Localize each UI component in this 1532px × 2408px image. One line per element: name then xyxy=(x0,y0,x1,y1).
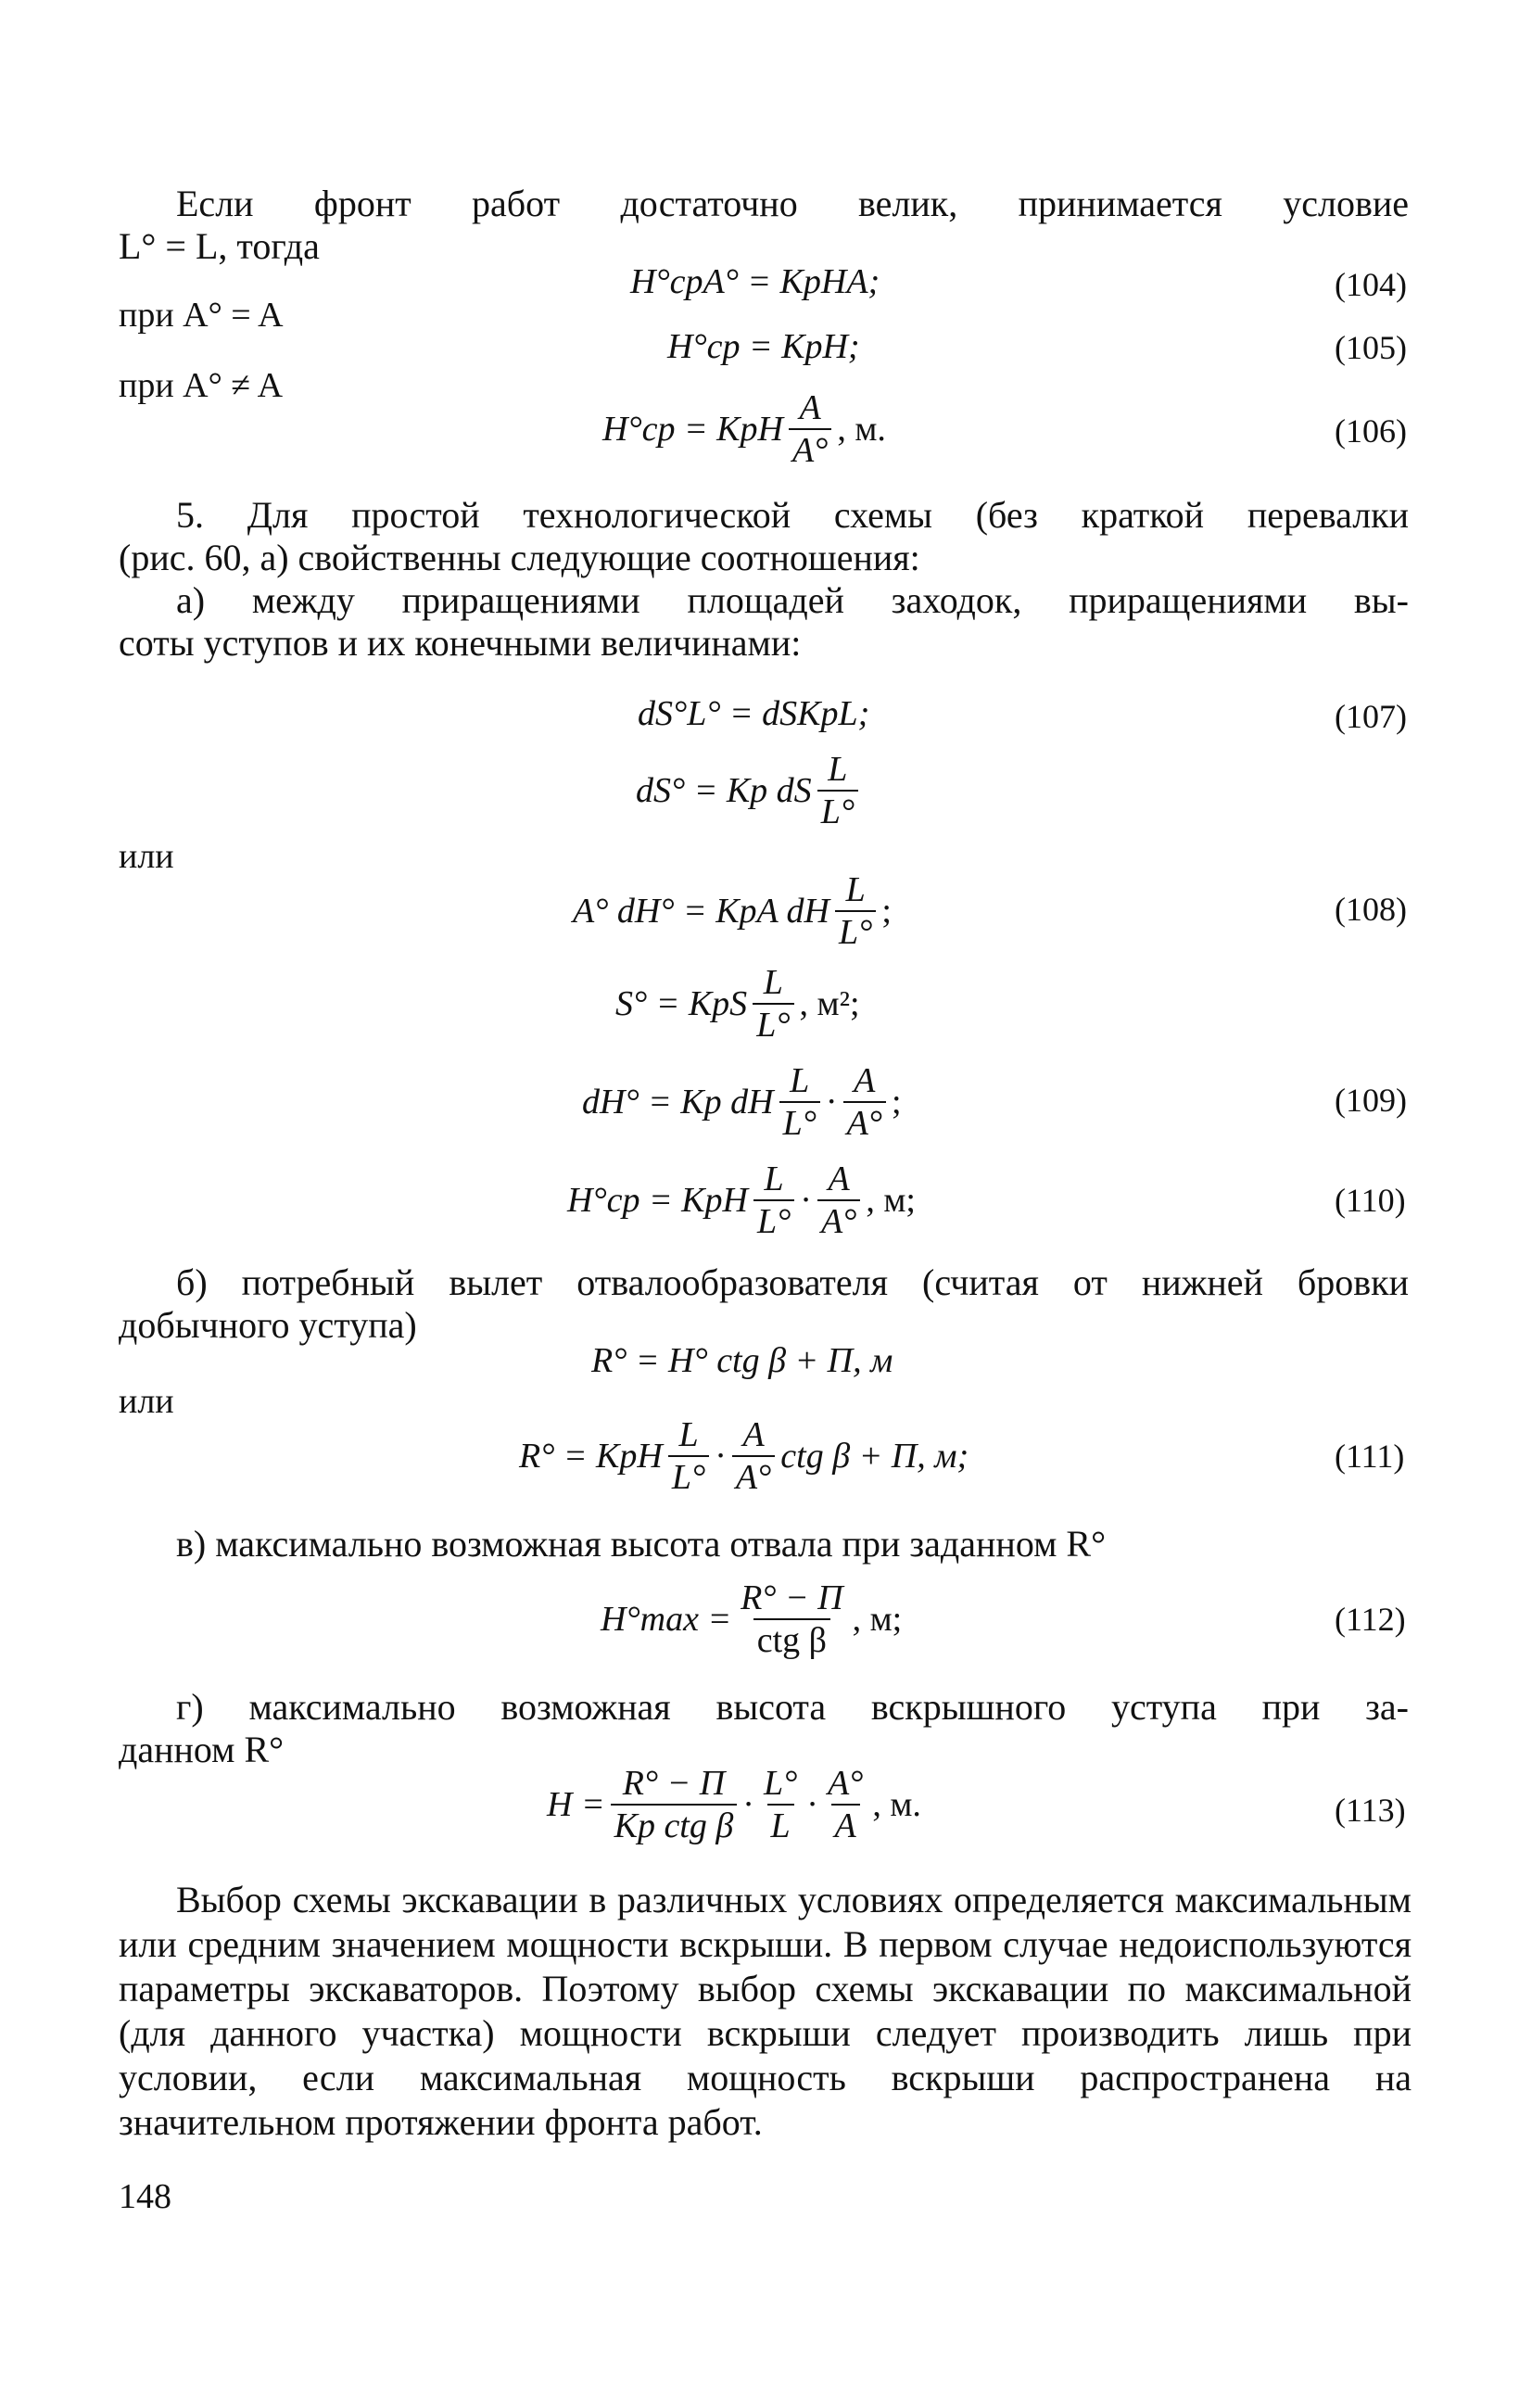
fraction-109a xyxy=(779,1062,820,1142)
closing-paragraph: Выбор схемы экскавации в различных условиях определяется максимальным или средним значением мощности вскрыши. В первом случае недоиспользуются параметры экскаваторов. Поэтому выбор схемы экскавации по максимальной (для данного участка) мощности вскрыши следует производить лишь при условии, если максимальная мощность вскрыши распространена на значительном протяжении фронта работ. xyxy=(119,1879,1412,2143)
fraction-110b xyxy=(817,1160,860,1240)
fraction-108-num: L xyxy=(845,870,866,909)
item-b-line-1: б) потребный вылет отвалообразователя (считая от нижней бровки xyxy=(176,1261,1409,1303)
equation-109-left: dH° = Kр dH xyxy=(582,1083,774,1122)
equation-number-107: (107) xyxy=(1335,698,1407,735)
equation-107b xyxy=(636,751,864,830)
fraction-111a-den: L° xyxy=(668,1455,709,1496)
fraction-111b xyxy=(732,1416,775,1496)
equation-109 xyxy=(582,1062,902,1142)
fraction-108 xyxy=(835,871,876,951)
fraction-109b xyxy=(843,1062,886,1142)
equation-110-left: H°ср = KрH xyxy=(567,1181,748,1220)
fraction-107b-num: L xyxy=(828,750,848,789)
fraction-109a-num: L xyxy=(790,1061,810,1100)
fraction-110b-num: A xyxy=(828,1160,850,1198)
case-label-2: при A° ≠ A xyxy=(119,366,284,405)
equation-112-unit: , м; xyxy=(852,1600,903,1639)
fraction-112-den: ctg β xyxy=(753,1618,830,1659)
fraction-107b xyxy=(817,751,858,830)
equation-112 xyxy=(601,1579,902,1659)
equation-104-text: H°срA° = KрHA; xyxy=(630,262,880,301)
fraction-109a-den: L° xyxy=(779,1101,820,1142)
equation-108-unit: ; xyxy=(881,892,892,931)
dot-operator: · xyxy=(742,1785,754,1824)
equation-107 xyxy=(638,693,869,734)
fraction-107b-den: L° xyxy=(817,790,858,830)
equation-105-text: H°ср = KрH; xyxy=(667,327,860,366)
item-g-line-2: данном R° xyxy=(119,1729,285,1770)
fraction-109b-num: A xyxy=(854,1061,876,1100)
equation-number-106: (106) xyxy=(1335,412,1407,450)
fraction-113c-num: A° xyxy=(827,1764,864,1803)
equation-106-unit: , м. xyxy=(837,410,886,449)
equation-111 xyxy=(519,1416,969,1496)
fraction-108b-num: L xyxy=(763,963,783,1002)
or-label-1: или xyxy=(119,837,174,876)
item5-line-2: (рис. 60, а) свойственны следующие соотношения: xyxy=(119,537,920,578)
fraction-111a xyxy=(668,1416,709,1496)
or-label-2: или xyxy=(119,1382,174,1421)
fraction-113b-den: L xyxy=(767,1804,794,1844)
case-label-1: при A° = A xyxy=(119,296,284,335)
equation-111-right: ctg β + П, м; xyxy=(780,1437,969,1476)
equation-113-unit: , м. xyxy=(872,1785,921,1824)
fraction-111a-num: L xyxy=(678,1415,699,1454)
equation-108b xyxy=(615,964,860,1044)
item-b-line-2: добычного уступа) xyxy=(119,1304,417,1346)
equation-110-unit: , м; xyxy=(866,1181,916,1220)
item-a-line-2: соты уступов и их конечными величинами: xyxy=(119,622,802,664)
fraction-109b-den: A° xyxy=(843,1101,886,1142)
fraction-106-num: A xyxy=(799,388,821,427)
fraction-108b-den: L° xyxy=(753,1003,793,1044)
fraction-108-den: L° xyxy=(835,910,876,951)
equation-109-unit: ; xyxy=(892,1083,902,1122)
fraction-112 xyxy=(737,1579,847,1659)
fraction-113a-num: R° − П xyxy=(622,1764,726,1803)
equation-107b-left: dS° = Kр dS xyxy=(636,771,812,810)
fraction-113c xyxy=(824,1765,867,1844)
fraction-113b xyxy=(760,1765,801,1844)
fraction-113a-den: Kр ctg β xyxy=(611,1804,738,1844)
fraction-106 xyxy=(789,389,831,469)
item5-line-1: 5. Для простой технологической схемы (без краткой перевалки xyxy=(176,494,1409,536)
equation-number-104: (104) xyxy=(1335,266,1407,303)
intro-line-1: Если фронт работ достаточно велик, принимается условие xyxy=(176,183,1409,224)
item-g-line-1: г) максимально возможная высота вскрышного уступа при за- xyxy=(176,1686,1409,1728)
fraction-110a xyxy=(753,1160,794,1240)
dot-operator: · xyxy=(806,1785,818,1824)
fraction-110a-den: L° xyxy=(753,1199,794,1240)
equation-104 xyxy=(630,261,880,302)
equation-113-left: H = xyxy=(547,1785,605,1824)
item-a-line-1: а) между приращениями площадей заходок, приращениями вы- xyxy=(176,579,1409,621)
equation-111-left: R° = KрH xyxy=(519,1437,663,1476)
equation-110 xyxy=(567,1160,916,1240)
fraction-110b-den: A° xyxy=(817,1199,860,1240)
equation-106 xyxy=(602,389,886,469)
equation-number-105: (105) xyxy=(1335,329,1407,366)
equation-108-left: A° dH° = KрA dH xyxy=(573,892,830,931)
equation-number-110: (110) xyxy=(1335,1182,1406,1219)
item-v-line-1: в) максимально возможная высота отвала при заданном R° xyxy=(176,1523,1107,1565)
equation-112-left: H°max = xyxy=(601,1600,732,1639)
equation-number-109: (109) xyxy=(1335,1082,1407,1119)
dot-operator: · xyxy=(825,1083,838,1122)
page-number: 148 xyxy=(119,2177,171,2216)
equation-number-112: (112) xyxy=(1335,1601,1406,1638)
dot-operator: · xyxy=(800,1181,812,1220)
equation-107-text: dS°L° = dSKрL; xyxy=(638,694,870,733)
dot-operator: · xyxy=(715,1437,727,1476)
equation-r-text: R° = H° ctg β + П, м xyxy=(591,1341,893,1380)
equation-113 xyxy=(547,1765,921,1844)
equation-number-108: (108) xyxy=(1335,891,1407,928)
equation-108 xyxy=(573,871,892,951)
equation-number-111: (111) xyxy=(1335,1438,1405,1475)
equation-108b-left: S° = KрS xyxy=(615,984,748,1023)
equation-106-left: H°ср = KрH xyxy=(602,410,783,449)
equation-108b-unit: , м²; xyxy=(799,984,860,1023)
fraction-106-den: A° xyxy=(789,428,831,469)
fraction-111b-num: A xyxy=(742,1415,765,1454)
fraction-111b-den: A° xyxy=(732,1455,775,1496)
equation-r xyxy=(591,1340,893,1381)
fraction-108b xyxy=(753,964,793,1044)
intro-line-2: L° = L, тогда xyxy=(119,225,320,267)
fraction-112-num: R° − П xyxy=(741,1578,843,1617)
equation-105 xyxy=(667,326,860,367)
fraction-113a xyxy=(611,1765,738,1844)
equation-number-113: (113) xyxy=(1335,1792,1406,1829)
fraction-113c-den: A xyxy=(831,1804,860,1844)
fraction-113b-num: L° xyxy=(763,1764,798,1803)
fraction-110a-num: L xyxy=(764,1160,784,1198)
